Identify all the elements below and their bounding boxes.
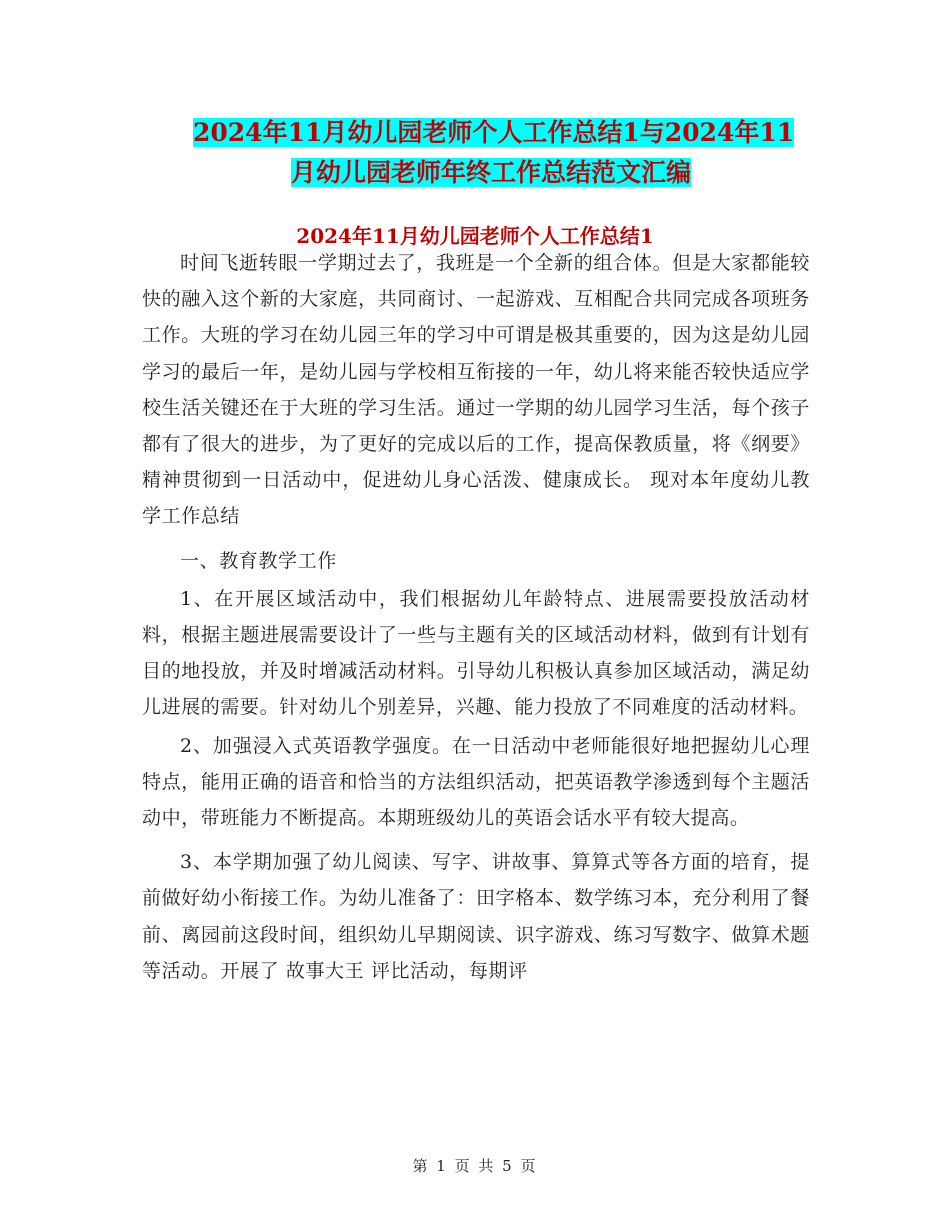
document-title: [150, 113, 810, 193]
paragraph-intro: 时间飞逝转眼一学期过去了，我班是一个全新的组合体。但是大家都能较快的融入这个新的大家庭，共同商讨、一起游戏、互相配合共同完成各项班务工作。大班的学习在幼儿园三年的学习中可谓是极其重要的，因为这是幼儿园学习的最后一年，是幼儿园与学校相互衔接的一年，幼儿将来能否较快适应学校生活关键还在于大班的学习生活。通过一学期的幼儿园学习生活，每个孩子都有了很大的进步，为了更好的完成以后的工作，提高保教质量，将《纲要》精神贯彻到一日活动中，促进幼儿身心活泼、健康成长。 现对本年度幼儿教学工作总结: [142, 252, 810, 528]
paragraph-item-2: 2、加强浸入式英语教学强度。在一日活动中老师能很好地把握幼儿心理特点，能用正确的语音和恰当的方法组织活动，把英语教学渗透到每个主题活动中，带班能力不断提高。本期班级幼儿的英语会话水平有较大提高。: [142, 734, 810, 830]
body-text: [142, 245, 810, 989]
paragraph-section-heading: 一、教育教学工作: [180, 549, 337, 572]
title-highlight: 月幼儿园老师年终工作总结范文汇编: [291, 158, 692, 187]
page-indicator: 第 1 页 共 5 页: [412, 1157, 538, 1175]
paragraph-item-3: 3、本学期加强了幼儿阅读、写字、讲故事、算算式等各方面的培育，提前做好幼小衔接工作。为幼儿准备了：田字格本、数学练习本，充分利用了餐前、离园前这段时间，组织幼儿早期阅读、识字游戏、练习写数字、做算术题等活动。开展了 故事大王 评比活动，每期评: [142, 851, 810, 982]
document-title-line-2: [150, 153, 810, 193]
paragraph-item-1: 1、在开展区域活动中，我们根据幼儿年龄特点、进展需要投放活动材料，根据主题进展需要设计了一些与主题有关的区域活动材料，做到有计划有目的地投放，并及时增减活动材料。引导幼儿积极认真参加区域活动，满足幼儿进展的需要。针对幼儿个别差异，兴趣、能力投放了不同难度的活动材料。: [142, 587, 810, 719]
document-title-line-1: [150, 113, 810, 153]
section-heading: 2024年11月幼儿园老师个人工作总结1: [296, 224, 654, 248]
title-highlight: 2024年11月幼儿园老师个人工作总结1与2024年11: [193, 118, 795, 147]
